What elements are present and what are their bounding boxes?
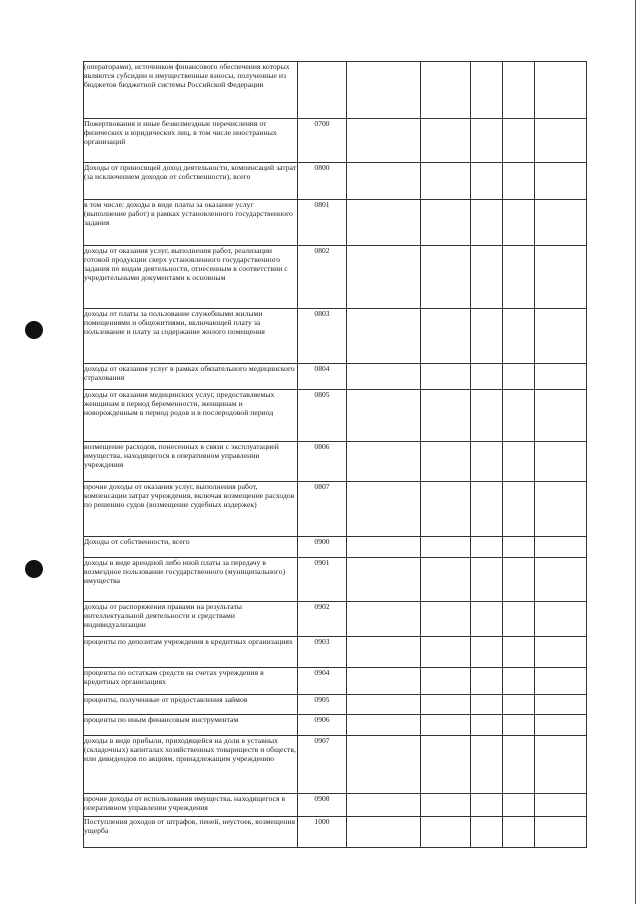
value-cell xyxy=(347,442,421,482)
value-cell xyxy=(535,62,587,119)
row-description: проценты по остаткам средств на счетах учреждения в кредитных организациях xyxy=(84,668,298,695)
row-code: 0805 xyxy=(298,390,347,442)
value-cell xyxy=(347,668,421,695)
value-cell xyxy=(421,558,471,602)
value-cell xyxy=(471,695,503,715)
value-cell xyxy=(535,200,587,246)
value-cell xyxy=(471,364,503,390)
value-cell xyxy=(347,637,421,668)
value-cell xyxy=(503,537,535,558)
value-cell xyxy=(503,817,535,848)
row-code: 0807 xyxy=(298,482,347,537)
value-cell xyxy=(471,637,503,668)
value-cell xyxy=(471,246,503,309)
table-row xyxy=(84,794,587,817)
value-cell xyxy=(347,715,421,736)
table-row xyxy=(84,668,587,695)
value-cell xyxy=(503,715,535,736)
row-code: 0803 xyxy=(298,309,347,364)
value-cell xyxy=(535,119,587,163)
row-code: 0804 xyxy=(298,364,347,390)
table-row xyxy=(84,246,587,309)
value-cell xyxy=(421,62,471,119)
value-cell xyxy=(471,442,503,482)
row-description: проценты по иным финансовым инструментам xyxy=(84,715,298,736)
value-cell xyxy=(421,602,471,637)
value-cell xyxy=(471,62,503,119)
value-cell xyxy=(503,309,535,364)
row-description: проценты по депозитам учреждения в кредитных организациях xyxy=(84,637,298,668)
row-code: 0700 xyxy=(298,119,347,163)
table-row xyxy=(84,715,587,736)
value-cell xyxy=(421,537,471,558)
value-cell xyxy=(535,309,587,364)
value-cell xyxy=(347,163,421,200)
table-row xyxy=(84,736,587,794)
value-cell xyxy=(503,637,535,668)
value-cell xyxy=(535,715,587,736)
table-row xyxy=(84,602,587,637)
row-description: в том числе: доходы в виде платы за оказание услуг (выполнение работ) в рамках установленного государственного задания xyxy=(84,200,298,246)
value-cell xyxy=(471,794,503,817)
value-cell xyxy=(347,119,421,163)
value-cell xyxy=(503,736,535,794)
value-cell xyxy=(503,442,535,482)
value-cell xyxy=(421,817,471,848)
value-cell xyxy=(535,695,587,715)
row-code: 0801 xyxy=(298,200,347,246)
row-description: Поступления доходов от штрафов, пеней, неустоек, возмещения ущерба xyxy=(84,817,298,848)
value-cell xyxy=(535,163,587,200)
value-cell xyxy=(421,442,471,482)
value-cell xyxy=(471,736,503,794)
row-code: 1000 xyxy=(298,817,347,848)
value-cell xyxy=(421,695,471,715)
row-description: доходы в виде арендной либо иной платы за передачу в возмездное пользование государственного (муниципального) имущества xyxy=(84,558,298,602)
value-cell xyxy=(503,364,535,390)
row-code: 0900 xyxy=(298,537,347,558)
row-code: 0800 xyxy=(298,163,347,200)
value-cell xyxy=(535,817,587,848)
row-code: 0905 xyxy=(298,695,347,715)
value-cell xyxy=(535,442,587,482)
value-cell xyxy=(535,482,587,537)
income-table-body xyxy=(84,62,587,848)
value-cell xyxy=(503,602,535,637)
row-description: Пожертвования и иные безвозмездные перечисления от физических и юридических лиц, в том числе иностранных организаций xyxy=(84,119,298,163)
value-cell xyxy=(503,119,535,163)
value-cell xyxy=(347,736,421,794)
punch-hole-top xyxy=(25,321,43,339)
row-code xyxy=(298,62,347,119)
row-description: (операторами), источником финансового обеспечения которых являются субсидии и имущественные взносы, полученные из бюджетов бюджетной системы Российской Федерации xyxy=(84,62,298,119)
row-description: Доходы от собственности, всего xyxy=(84,537,298,558)
row-description: доходы от оказания услуг, выполнения работ, реализации готовой продукции сверх установленного государственного задания по видам деятельности, отнесенным в соответствии с учредительными документами к основным xyxy=(84,246,298,309)
value-cell xyxy=(421,637,471,668)
value-cell xyxy=(471,817,503,848)
table-row xyxy=(84,637,587,668)
row-description: Доходы от приносящей доход деятельности, компенсаций затрат (за исключением доходов от собственности), всего xyxy=(84,163,298,200)
value-cell xyxy=(503,200,535,246)
value-cell xyxy=(535,390,587,442)
table-row xyxy=(84,119,587,163)
row-description: доходы от оказания услуг в рамках обязательного медицинского страхования xyxy=(84,364,298,390)
table-row xyxy=(84,442,587,482)
value-cell xyxy=(421,309,471,364)
value-cell xyxy=(535,558,587,602)
value-cell xyxy=(421,364,471,390)
table-row xyxy=(84,309,587,364)
value-cell xyxy=(421,390,471,442)
value-cell xyxy=(471,119,503,163)
row-code: 0907 xyxy=(298,736,347,794)
value-cell xyxy=(471,163,503,200)
value-cell xyxy=(347,537,421,558)
value-cell xyxy=(503,163,535,200)
table-row xyxy=(84,62,587,119)
row-code: 0802 xyxy=(298,246,347,309)
table-row xyxy=(84,558,587,602)
value-cell xyxy=(347,482,421,537)
value-cell xyxy=(503,390,535,442)
value-cell xyxy=(471,537,503,558)
row-description: доходы от платы за пользование служебными жилыми помещениями и общежитиями, включающей плату за пользование и плату за содержание жилого помещения xyxy=(84,309,298,364)
value-cell xyxy=(535,736,587,794)
table-row xyxy=(84,390,587,442)
value-cell xyxy=(421,668,471,695)
value-cell xyxy=(471,390,503,442)
row-code: 0901 xyxy=(298,558,347,602)
value-cell xyxy=(471,668,503,695)
value-cell xyxy=(421,794,471,817)
value-cell xyxy=(421,163,471,200)
value-cell xyxy=(471,200,503,246)
row-description: доходы от оказания медицинских услуг, предоставляемых женщинам в период беременности, женщинам и новорожденным в период родов и в послеродовой период xyxy=(84,390,298,442)
value-cell xyxy=(503,668,535,695)
value-cell xyxy=(535,637,587,668)
value-cell xyxy=(535,794,587,817)
table-row xyxy=(84,695,587,715)
row-code: 0902 xyxy=(298,602,347,637)
value-cell xyxy=(535,602,587,637)
value-cell xyxy=(347,62,421,119)
row-code: 0904 xyxy=(298,668,347,695)
row-code: 0903 xyxy=(298,637,347,668)
value-cell xyxy=(347,309,421,364)
value-cell xyxy=(503,62,535,119)
row-description: доходы от распоряжения правами на результаты интеллектуальной деятельности и средствами индивидуализации xyxy=(84,602,298,637)
value-cell xyxy=(347,364,421,390)
value-cell xyxy=(471,482,503,537)
value-cell xyxy=(347,794,421,817)
table-row xyxy=(84,537,587,558)
value-cell xyxy=(421,715,471,736)
value-cell xyxy=(535,246,587,309)
row-code: 0806 xyxy=(298,442,347,482)
value-cell xyxy=(535,537,587,558)
value-cell xyxy=(347,390,421,442)
punch-hole-bottom xyxy=(25,560,43,578)
value-cell xyxy=(347,246,421,309)
table-row xyxy=(84,364,587,390)
value-cell xyxy=(421,246,471,309)
table-row xyxy=(84,482,587,537)
page-edge-line xyxy=(635,0,636,904)
value-cell xyxy=(503,695,535,715)
value-cell xyxy=(503,794,535,817)
row-description: прочие доходы от оказания услуг, выполнения работ, компенсации затрат учреждения, включая возмещение расходов по решению судов (возмещение судебных издержек) xyxy=(84,482,298,537)
value-cell xyxy=(347,602,421,637)
table-row xyxy=(84,200,587,246)
income-table xyxy=(83,61,587,848)
value-cell xyxy=(503,246,535,309)
value-cell xyxy=(535,668,587,695)
table-row xyxy=(84,163,587,200)
value-cell xyxy=(503,482,535,537)
value-cell xyxy=(421,482,471,537)
row-description: прочие доходы от использования имущества, находящегося в оперативном управлении учреждения xyxy=(84,794,298,817)
value-cell xyxy=(347,200,421,246)
value-cell xyxy=(347,817,421,848)
value-cell xyxy=(471,715,503,736)
value-cell xyxy=(421,736,471,794)
value-cell xyxy=(421,200,471,246)
row-code: 0906 xyxy=(298,715,347,736)
row-description: проценты, полученные от предоставления займов xyxy=(84,695,298,715)
value-cell xyxy=(347,695,421,715)
table-row xyxy=(84,817,587,848)
value-cell xyxy=(471,602,503,637)
value-cell xyxy=(471,309,503,364)
value-cell xyxy=(503,558,535,602)
value-cell xyxy=(421,119,471,163)
value-cell xyxy=(471,558,503,602)
row-description: возмещение расходов, понесенных в связи с эксплуатацией имущества, находящегося в оперативном управлении учреждения xyxy=(84,442,298,482)
value-cell xyxy=(347,558,421,602)
value-cell xyxy=(535,364,587,390)
row-description: доходы в виде прибыли, приходящейся на доли в уставных (складочных) капиталах хозяйственных товариществ и обществ, или дивидендов по акциям, принадлежащим учреждению xyxy=(84,736,298,794)
row-code: 0908 xyxy=(298,794,347,817)
